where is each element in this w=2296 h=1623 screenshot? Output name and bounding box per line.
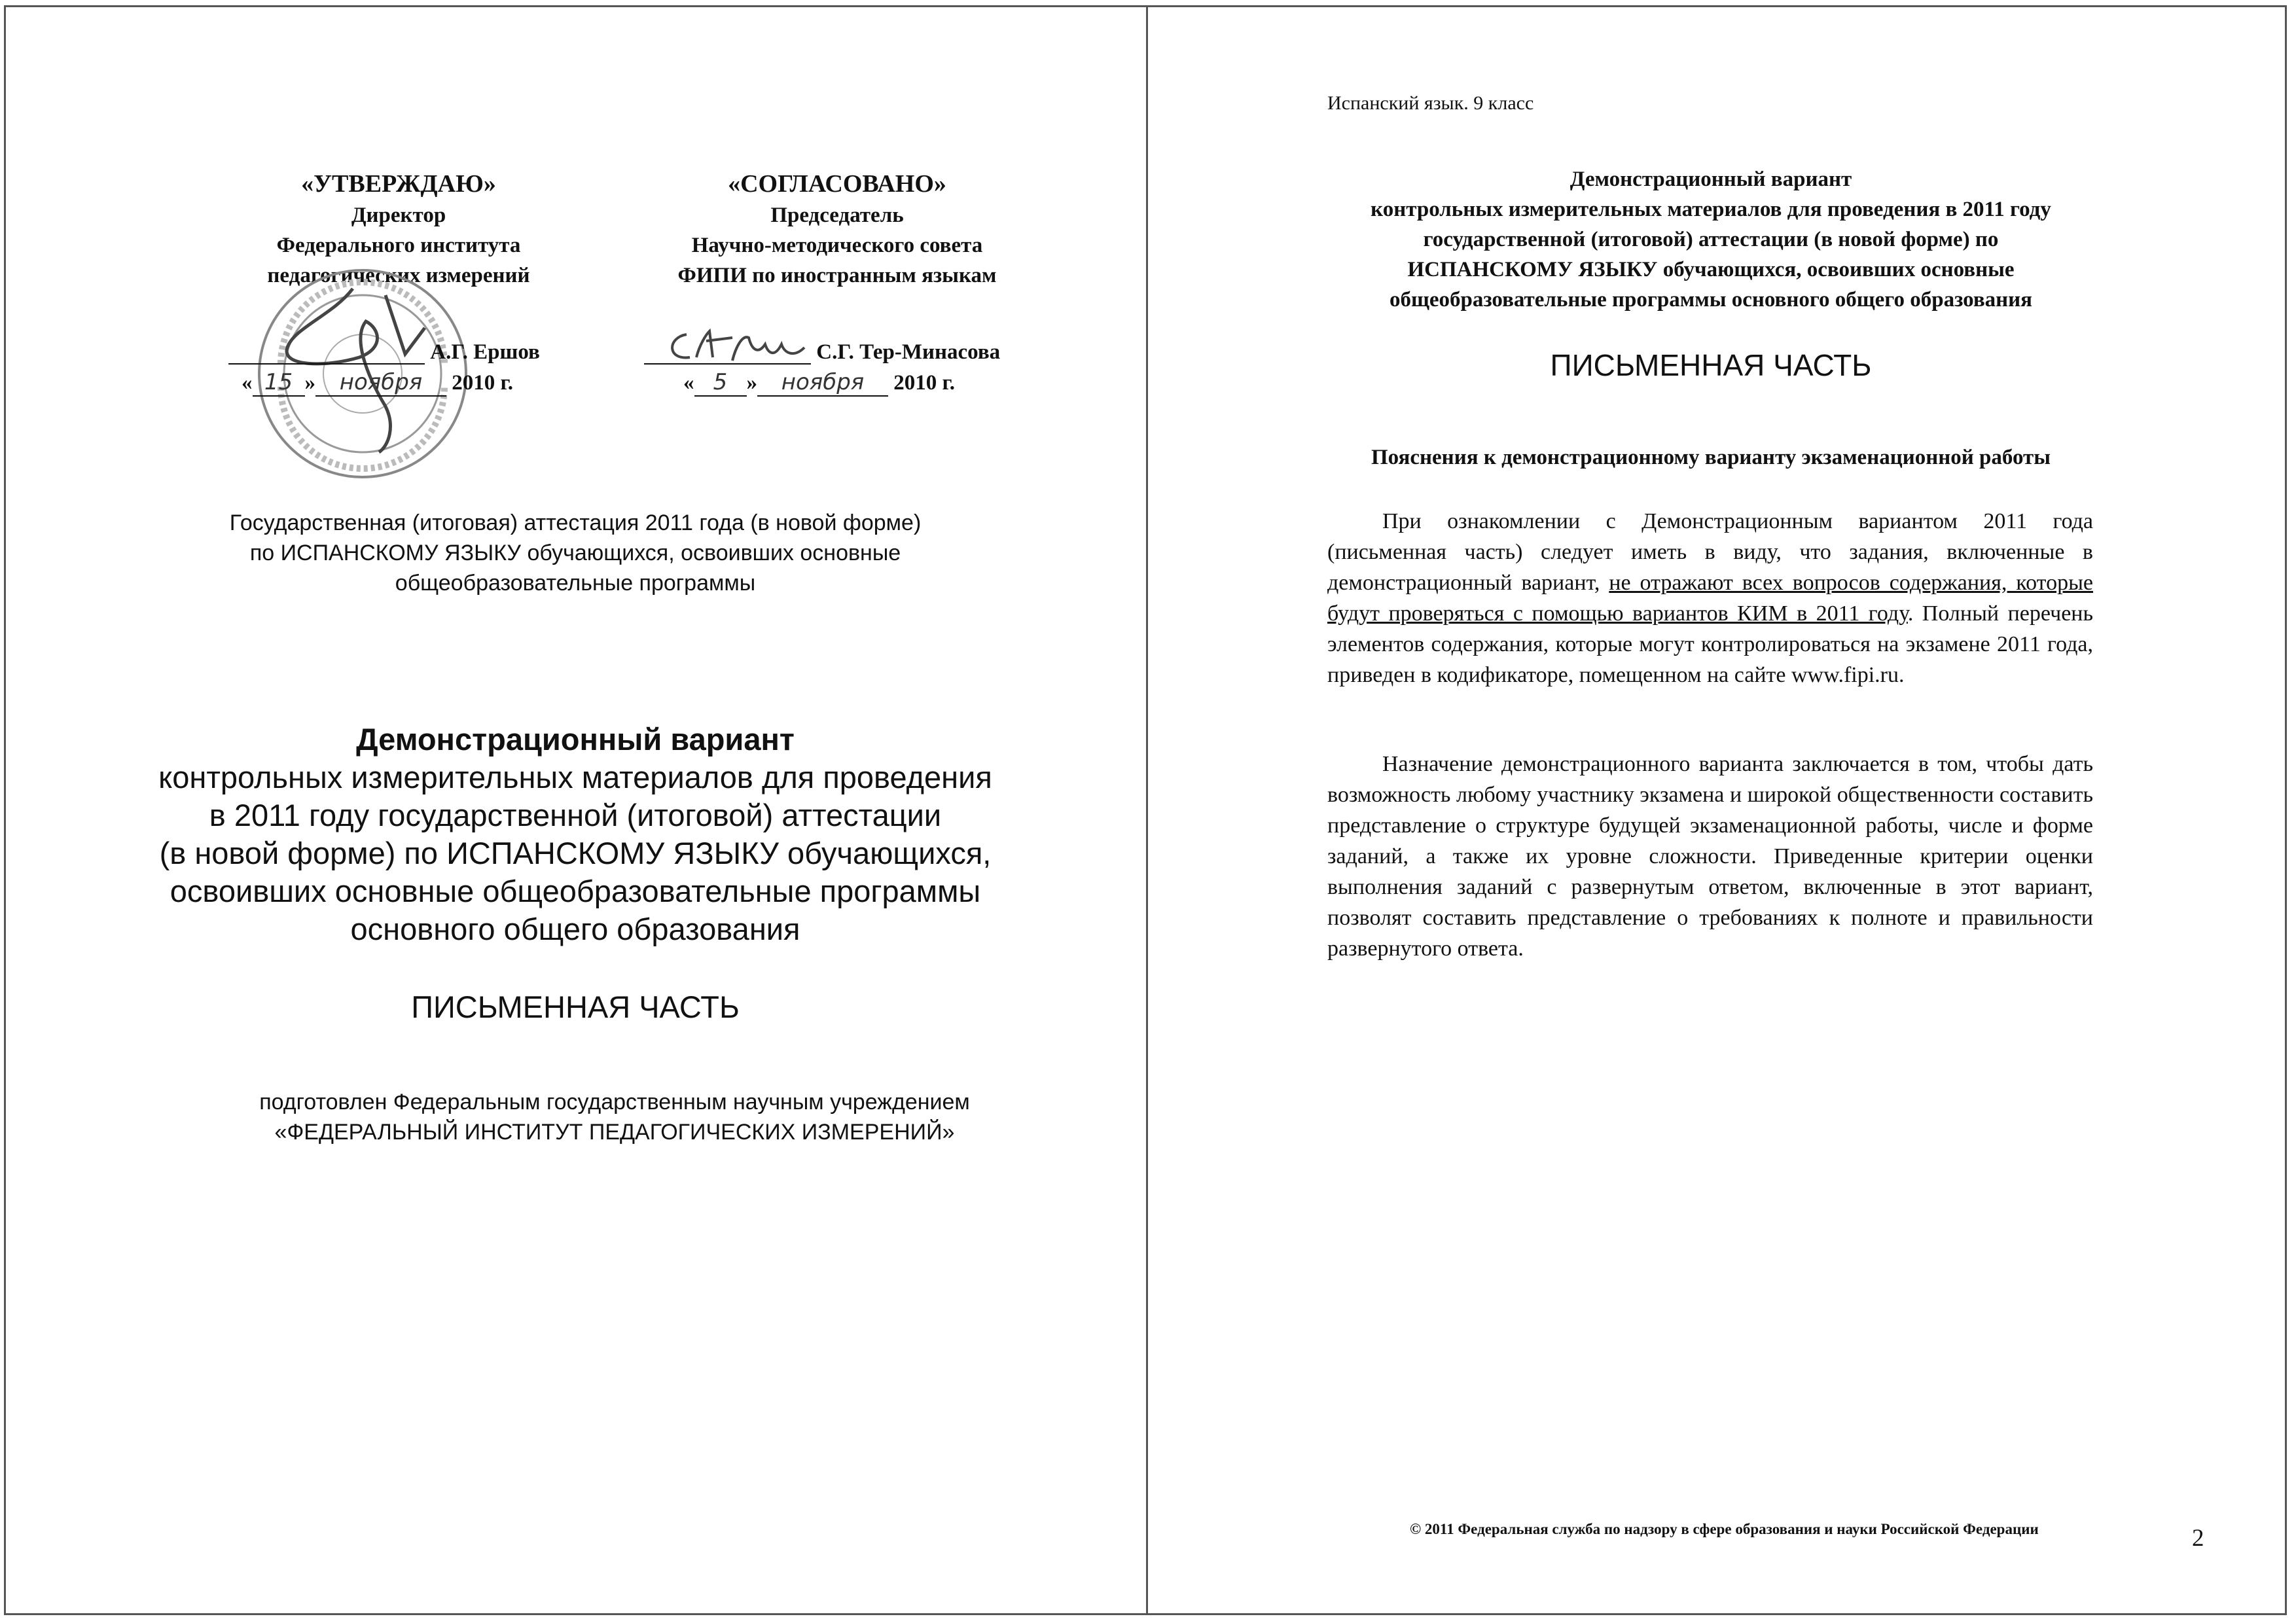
paragraph-text: При ознакомлении с Демонстрационным вариантом 2011 года (письменная часть) следует иметь в виду, что задания, включенные в демонстрационный вариант, [1327, 509, 2093, 595]
heading-line: государственной (итоговой) аттестации (в новой форме) по [1423, 228, 1999, 251]
heading-line: ИСПАНСКОМУ ЯЗЫКУ обучающихся, освоивших основные [1407, 258, 2015, 281]
date-day: 15 [253, 369, 305, 397]
approval-line: Федерального института [276, 234, 521, 257]
signature-underline [228, 340, 425, 365]
agreement-line: ФИПИ по иностранным языкам [677, 264, 997, 287]
underlined-text: не отражают всех вопросов содержания, которые будут проверяться с помощью вариантов КИМ в 2011 году [1327, 571, 2093, 626]
page-footer: © 2011 Федеральная служба по надзору в сфере образования и науки Российской Федерации [1410, 1521, 2039, 1537]
approval-line: педагогических измерений [267, 264, 530, 287]
attestation-line: по ИСПАНСКОМУ ЯЗЫКУ обучающихся, освоивших основные [249, 541, 901, 565]
chairman-signature-line [644, 340, 1000, 365]
attestation-line: Государственная (итоговая) аттестация 2011 года (в новой форме) [229, 510, 922, 535]
title-page [6, 7, 1148, 1613]
date-close-quote: » [304, 371, 315, 395]
written-part-title: ПИСЬМЕННАЯ ЧАСТЬ [1550, 348, 1872, 382]
section-subheading: Пояснения к демонстрационному варианту экзаменационной работы [1371, 446, 2051, 469]
page-number: 2 [2192, 1525, 2204, 1552]
heading-line: контрольных измерительных материалов для проведения в 2011 году [1371, 198, 2051, 221]
approval-line: Директор [351, 204, 446, 227]
content-page [1148, 7, 2287, 1613]
signature-underline [644, 340, 811, 365]
demo-title-block [104, 721, 1047, 948]
agreement-block [628, 168, 1047, 291]
attestation-line: общеобразовательные программы [395, 571, 756, 596]
prepared-line: «ФЕДЕРАЛЬНЫЙ ИНСТИТУТ ПЕДАГОГИЧЕСКИХ ИЗМЕРЕНИЙ» [274, 1120, 955, 1145]
chairman-name: С.Г. Тер-Минасова [816, 340, 1001, 364]
date-year: 2010 г. [452, 371, 514, 395]
running-head: Испанский язык. 9 класс [1327, 92, 1534, 114]
date-close-quote: » [746, 371, 757, 395]
attestation-text [137, 508, 1014, 598]
paragraph [1327, 506, 2093, 690]
document-spread [4, 5, 2287, 1615]
chairman-date [683, 369, 955, 397]
director-signature-line [228, 340, 540, 365]
date-month: ноября [757, 369, 888, 397]
demo-line: освоивших основные общеобразовательные программы [170, 874, 981, 908]
demo-title: Демонстрационный вариант [356, 722, 795, 757]
date-year: 2010 г. [893, 371, 956, 395]
paragraph-text: . Полный перечень элементов содержания, которые могут контролироваться на экзамене 2011 года, приведен в кодификаторе, помещенном на сайте www.fipi.ru. [1327, 601, 2094, 687]
demo-line: в 2011 году государственной (итоговой) аттестации [209, 798, 942, 832]
demo-line: (в новой форме) по ИСПАНСКОМУ ЯЗЫКУ обучающихся, [159, 836, 992, 870]
page-heading [1318, 164, 2104, 315]
demo-line: основного общего образования [350, 912, 800, 946]
agreement-heading: «СОГЛАСОВАНО» [728, 170, 946, 198]
date-open-quote: « [242, 371, 253, 395]
approval-heading: «УТВЕРЖДАЮ» [301, 170, 496, 198]
agreement-line: Научно-методического совета [691, 234, 983, 257]
heading-line: общеобразовательные программы основного общего образования [1389, 288, 2033, 312]
date-day: 5 [694, 369, 747, 397]
prepared-by [156, 1087, 1073, 1147]
demo-line: контрольных измерительных материалов для проведения [158, 760, 992, 794]
director-date [242, 369, 513, 397]
director-name: А.Г. Ершов [430, 340, 540, 364]
written-part-title: ПИСЬМЕННАЯ ЧАСТЬ [411, 990, 740, 1024]
date-month: ноября [315, 369, 446, 397]
heading-line: Демонстрационный вариант [1570, 168, 1852, 191]
agreement-line: Председатель [770, 204, 904, 227]
date-open-quote: « [683, 371, 694, 395]
prepared-line: подготовлен Федеральным государственным научным учреждением [259, 1090, 970, 1115]
paragraph: Назначение демонстрационного варианта заключается в том, чтобы дать возможность любому участнику экзамена и широкой общественности составить представление о структуре будущей экзаменационной работы, числе и форме заданий, а также их уровне сложности. Приведенные критерии оценки выполнения заданий с развернутым ответом, включенные в этот вариант, позволят составить представление о требованиях к полноте и правильности развернутого ответа. [1327, 752, 2093, 961]
